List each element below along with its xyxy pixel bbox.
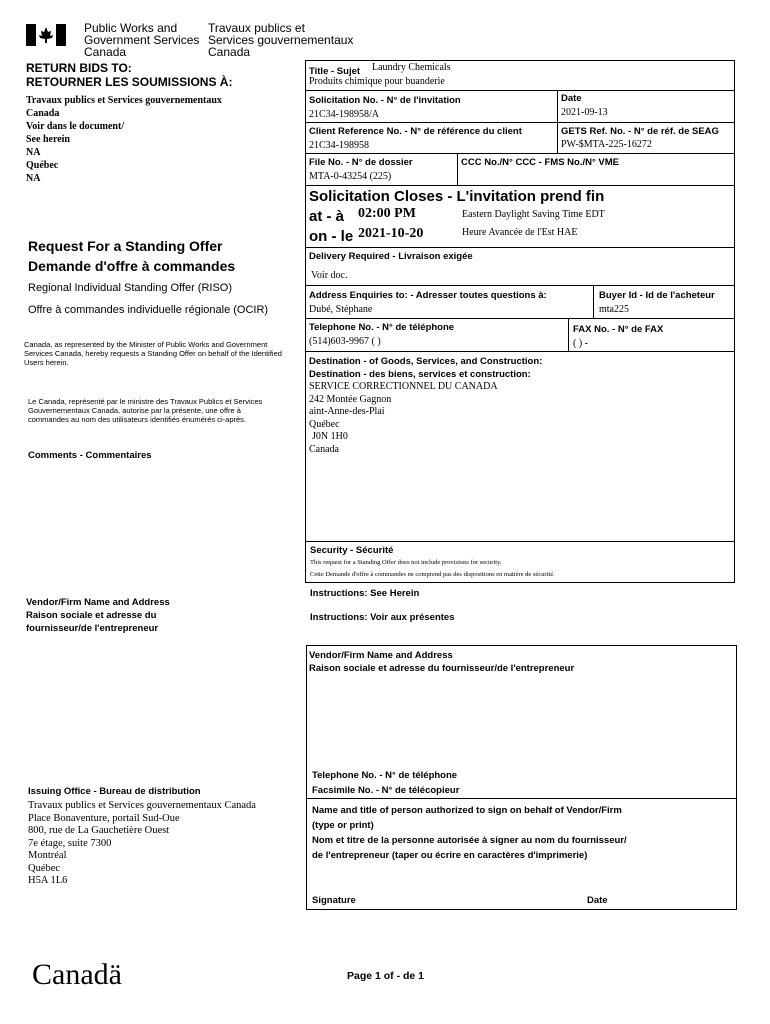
enquiries-label: Address Enquiries to: - Adresser toutes questions à:: [309, 290, 547, 301]
destination-line: SERVICE CORRECTIONNEL DU CANADA: [309, 381, 498, 392]
solicitation-label: Solicitation No. - N° de l'invitation: [309, 95, 461, 106]
dept-en-line3: Canada: [84, 45, 127, 59]
issuing-line: Place Bonaventure, portail Sud-Oue: [28, 812, 180, 824]
file-label: File No. - N° de dossier: [309, 157, 413, 168]
delivery-label: Delivery Required - Livraison exigée: [309, 251, 473, 262]
issuing-office-label: Issuing Office - Bureau de distribution: [28, 786, 201, 797]
canada-flag-logo: [26, 24, 66, 46]
return-line: Canada: [26, 108, 60, 119]
issuing-line: Montréal: [28, 850, 67, 861]
delivery-value: Voir doc.: [311, 270, 348, 281]
page-number: Page 1 of - de 1: [347, 970, 425, 982]
date-value: 2021-09-13: [561, 107, 608, 118]
title-value: Laundry Chemicals: [372, 62, 451, 73]
signature-date-label: Date: [587, 895, 608, 906]
gets-label: GETS Ref. No. - N° de réf. de SEAG: [561, 126, 719, 137]
comments-label: Comments - Commentaires: [28, 450, 152, 461]
destination-line: 242 Montée Gagnon: [309, 393, 392, 405]
riso-label: Regional Individual Standing Offer (RISO): [28, 282, 233, 294]
solicitation-value: 21C34-198958/A: [309, 109, 379, 120]
dept-en-line1: Public Works and: [84, 21, 178, 35]
vendor-left-line1: Vendor/Firm Name and Address: [26, 597, 170, 608]
phone-label: Telephone No. - N° de téléphone: [309, 322, 455, 333]
issuing-line: Travaux publics et Services gouvernementaux Canada: [28, 800, 256, 811]
name-title-line3: Nom et titre de la personne autorisée à signer au nom du fournisseur/: [312, 835, 627, 846]
request-para-en: Canada, as represented by the Minister of Public Works and Government Services Canada, hereby requests a Standing Offer on behalf of the Identified Users herein.: [24, 340, 282, 367]
issuing-line: H5A 1L6: [28, 875, 68, 886]
security-en: This request for a Standing Offer does not include provisions for security.: [310, 559, 502, 566]
return-line: Travaux publics et Services gouvernementaux: [26, 95, 222, 106]
return-line: See herein: [26, 134, 70, 145]
request-title-fr: Demande d'offre à commandes: [28, 258, 236, 274]
return-bids-title-fr: RETOURNER LES SOUMISSIONS À:: [26, 75, 233, 89]
canada-wordmark: Canadä: [32, 958, 122, 991]
request-title-en: Request For a Standing Offer: [28, 238, 223, 254]
tz-fr: Heure Avancée de l'Est HAE: [462, 227, 578, 238]
title-label: Title - Sujet: [309, 66, 361, 77]
return-line: NA: [26, 173, 41, 184]
vendor-phone-label: Telephone No. - N° de téléphone: [312, 770, 458, 781]
gets-value: PW-$MTA-225-16272: [561, 139, 652, 150]
buyer-label: Buyer Id - Id de l'acheteur: [599, 290, 715, 301]
dept-fr-line1: Travaux publics et: [208, 21, 305, 35]
close-date-value: 2021-10-20: [358, 226, 424, 241]
vendor-name-address-field[interactable]: [310, 680, 730, 765]
flag-icon: [26, 24, 66, 46]
security-label: Security - Sécurité: [310, 545, 394, 556]
client-ref-label: Client Reference No. - N° de référence du client: [309, 126, 522, 137]
destination-line: Québec: [309, 418, 340, 430]
destination-label-fr: Destination - des biens, services et construction:: [309, 369, 531, 380]
on-label: on - le: [309, 228, 354, 245]
destination-line: Canada: [309, 443, 339, 455]
title-value-fr: Produits chimique pour buanderie: [309, 76, 445, 87]
destination-label-en: Destination - of Goods, Services, and Construction:: [309, 356, 543, 367]
signature-label: Signature: [312, 895, 356, 906]
at-label: at - à: [309, 208, 345, 225]
client-ref-value: 21C34-198958: [309, 140, 369, 151]
closes-label: Solicitation Closes - L'invitation prend fin: [309, 188, 605, 205]
vendor-left-line3: fournisseur/de l'entrepreneur: [26, 623, 159, 634]
vendor-fax-label: Facsimile No. - N° de télécopieur: [312, 785, 460, 796]
vendor-left-line2: Raison sociale et adresse du: [26, 610, 157, 621]
vendor-box-label2: Raison sociale et adresse du fournisseur/de l'entrepreneur: [309, 663, 575, 674]
return-bids-title-en: RETURN BIDS TO:: [26, 61, 132, 75]
return-line: Québec: [26, 160, 59, 171]
time-value: 02:00 PM: [358, 206, 416, 221]
fax-label: FAX No. - N° de FAX: [573, 324, 664, 335]
dept-fr-line2: Services gouvernementaux: [208, 33, 354, 47]
buyer-value: mta225: [599, 304, 629, 315]
name-title-line4: de l'entrepreneur (taper ou écrire en caractères d'imprimerie): [312, 850, 588, 861]
name-title-line1: Name and title of person authorized to sign on behalf of Vendor/Firm: [312, 805, 622, 816]
phone-value: (514)603-9967 ( ): [309, 336, 381, 347]
destination-line: J0N 1H0: [312, 431, 348, 442]
issuing-line: Québec: [28, 862, 61, 874]
issuing-line: 800, rue de La Gauchetière Ouest: [28, 825, 170, 836]
ocir-label: Offre à commandes individuelle régionale (OCIR): [28, 304, 269, 316]
return-line: NA: [26, 147, 41, 158]
return-line: Voir dans le document/: [26, 121, 125, 132]
ccc-label: CCC No./N° CCC - FMS No./N° VME: [461, 157, 620, 168]
vendor-box-label1: Vendor/Firm Name and Address: [309, 650, 453, 661]
instructions-en: Instructions: See Herein: [310, 588, 420, 599]
dept-en-line2: Government Services: [84, 33, 200, 47]
dept-fr-line3: Canada: [208, 45, 251, 59]
destination-line: aint-Anne-des-Plai: [309, 406, 385, 417]
security-fr: Cette Demande d'offre à commandes ne comprend pas des dispositions en matière de sécurité.: [310, 571, 555, 578]
name-title-line2: (type or print): [312, 820, 374, 831]
date-label: Date: [561, 93, 582, 104]
file-value: MTA-0-43254 (225): [309, 171, 392, 182]
tz-en: Eastern Daylight Saving Time EDT: [462, 209, 605, 220]
instructions-fr: Instructions: Voir aux présentes: [310, 612, 455, 623]
request-para-fr: Le Canada, représenté par le ministre des Travaux Publics et Services Gouvernementaux Canada, autorise par la présente, une offre à commandes au nom des utilisateurs identifiés énumérés ci-après.: [28, 397, 263, 424]
enquiries-value: Dubé, Stéphane: [309, 304, 373, 315]
issuing-line: 7e étage, suite 7300: [28, 837, 112, 849]
fax-value: ( ) -: [573, 338, 588, 349]
